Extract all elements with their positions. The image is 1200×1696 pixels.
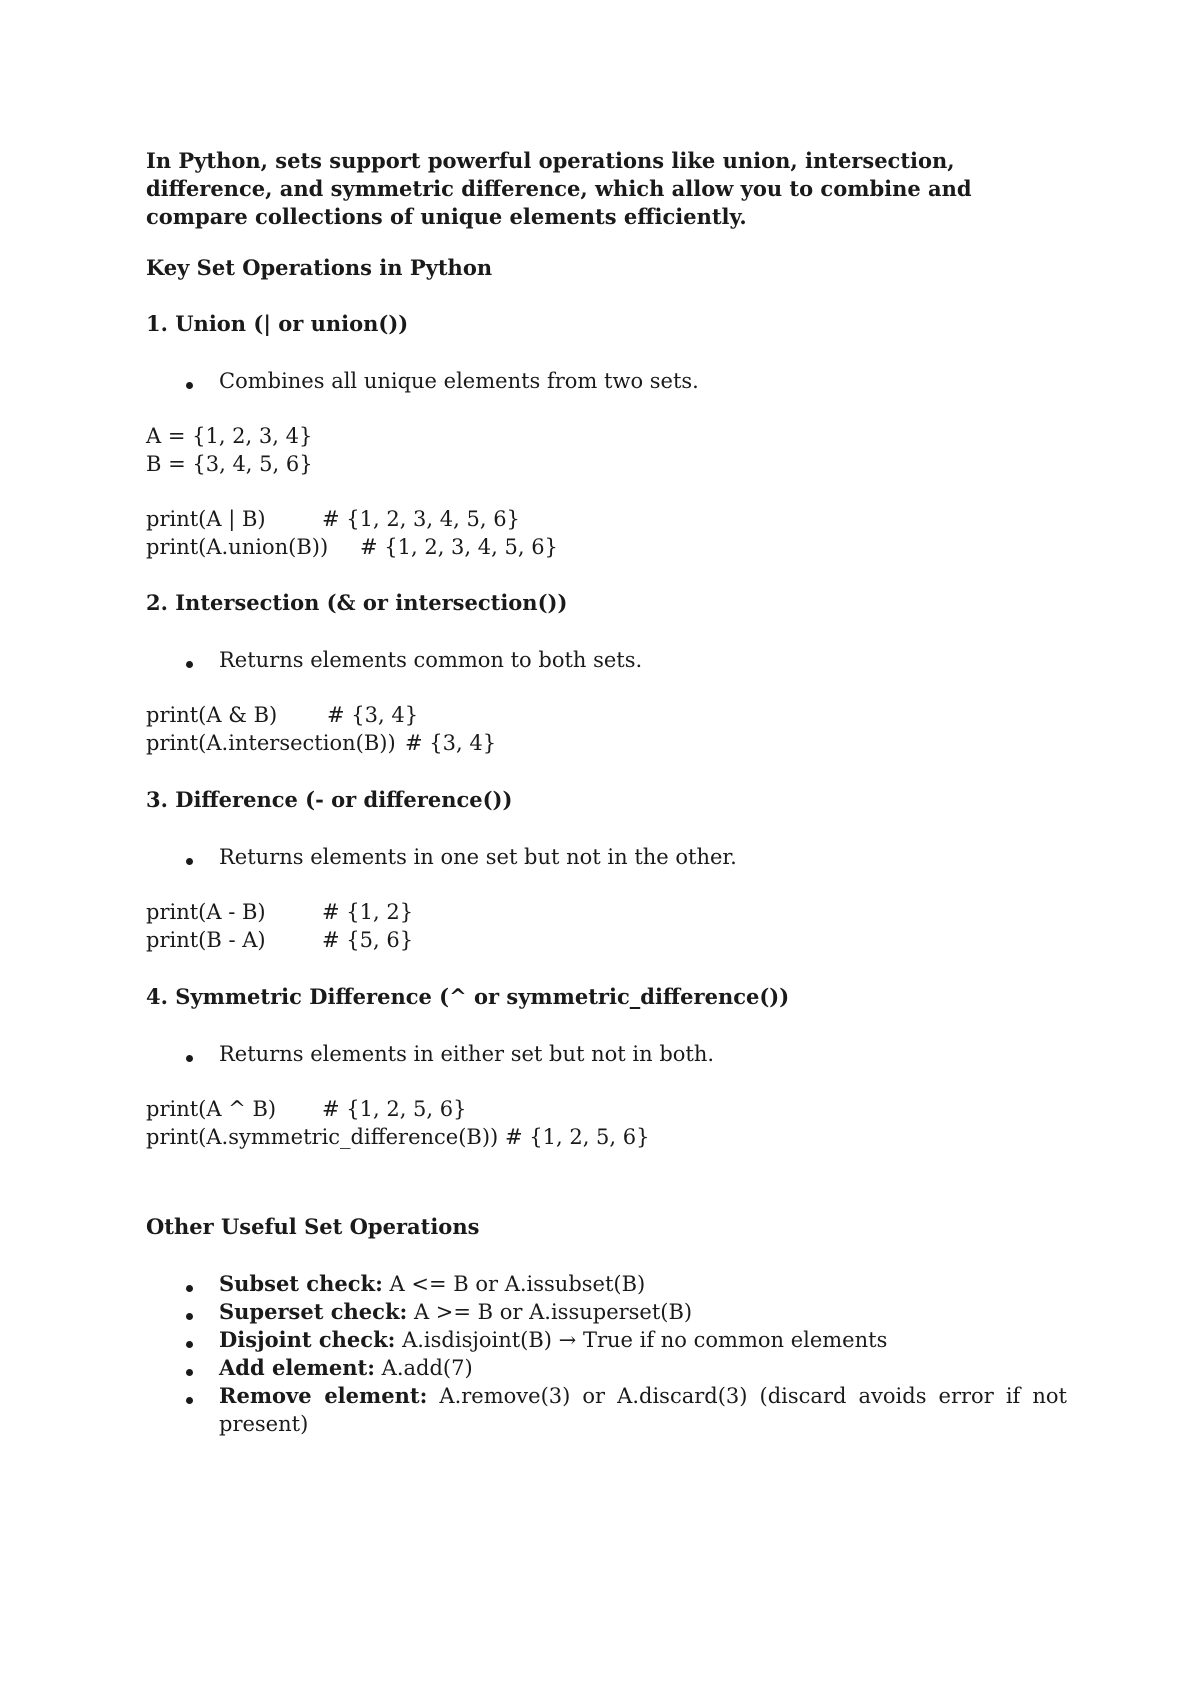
other-operations-heading: Other Useful Set Operations [146,1214,480,1239]
code-line: print(A & B) [146,703,278,727]
intersection-bullet: Returns elements common to both sets. [219,648,643,672]
bullet-icon [186,382,193,389]
code-line: print(A | B) [146,507,266,531]
difference-bullet: Returns elements in one set but not in the other. [219,845,737,869]
bullet-icon [186,1397,193,1404]
item-label: Disjoint check: [219,1327,396,1352]
item-text: A.add(7) [381,1356,473,1380]
union-title: 1. Union (| or union()) [146,311,409,336]
code-comment: # {1, 2, 3, 4, 5, 6} [322,507,520,531]
item-text: A.remove(3) or A.discard(3) (discard avoids error if not present) [219,1384,1067,1436]
code-line: print(A.intersection(B)) [146,731,396,755]
symmetric-difference-title: 4. Symmetric Difference (^ or symmetric_difference()) [146,984,790,1009]
code-comment: # {1, 2, 5, 6} [505,1125,650,1149]
bullet-icon [186,1341,193,1348]
item-text: A >= B or A.issuperset(B) [413,1300,693,1324]
list-item [219,1298,692,1326]
symmetric-difference-bullet: Returns elements in either set but not in both. [219,1042,715,1066]
code-line: B = {3, 4, 5, 6} [146,452,313,476]
code-line: print(A - B) [146,900,266,924]
code-line: print(A.union(B)) [146,535,329,559]
item-text: A.isdisjoint(B) → True if no common elements [402,1328,888,1352]
code-comment: # {5, 6} [322,928,414,952]
bullet-icon [186,1313,193,1320]
item-label: Remove element: [219,1383,428,1408]
bullet-icon [186,1369,193,1376]
union-bullet: Combines all unique elements from two sets. [219,369,699,393]
code-line: A = {1, 2, 3, 4} [146,424,313,448]
list-item [219,1382,1067,1438]
list-item [219,1270,645,1298]
item-text: A <= B or A.issubset(B) [389,1272,646,1296]
bullet-icon [186,1285,193,1292]
code-line: print(A.symmetric_difference(B)) [146,1125,499,1149]
code-comment: # {3, 4} [327,703,419,727]
list-item [219,1326,887,1354]
bullet-icon [186,1055,193,1062]
bullet-icon [186,661,193,668]
code-comment: # {1, 2, 3, 4, 5, 6} [360,535,558,559]
intersection-title: 2. Intersection (& or intersection()) [146,590,568,615]
section-heading: Key Set Operations in Python [146,255,493,280]
code-comment: # {1, 2} [322,900,414,924]
item-label: Add element: [219,1355,375,1380]
code-line: print(A ^ B) [146,1097,277,1121]
intro-paragraph: In Python, sets support powerful operations like union, intersection, difference, and symmetric difference, which allow you to combine and compare collections of unique elements efficiently. [146,148,972,229]
bullet-icon [186,858,193,865]
code-line: print(B - A) [146,928,266,952]
item-label: Superset check: [219,1299,408,1324]
code-comment: # {3, 4} [405,731,497,755]
item-label: Subset check: [219,1271,383,1296]
difference-title: 3. Difference (- or difference()) [146,787,513,812]
list-item [219,1354,473,1382]
code-comment: # {1, 2, 5, 6} [322,1097,467,1121]
